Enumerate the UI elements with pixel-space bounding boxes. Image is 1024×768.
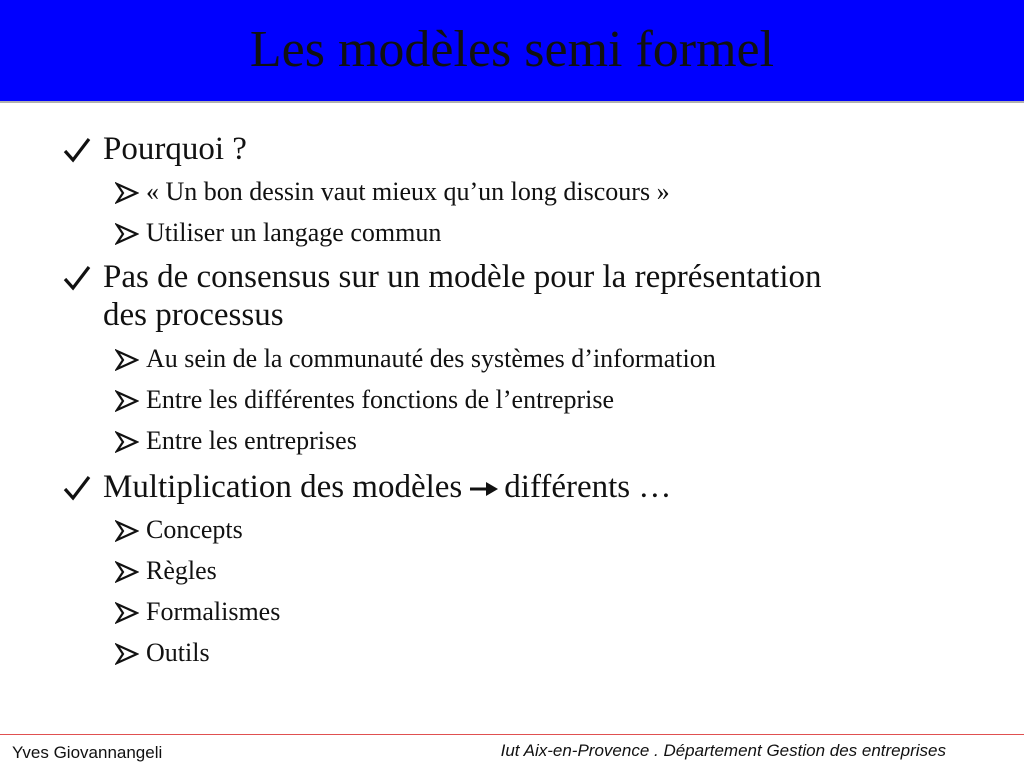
footer-divider	[0, 734, 1024, 735]
footer-author: Yves Giovannangeli	[12, 743, 163, 762]
arrowhead-icon	[115, 643, 139, 665]
bullet-text-before: Multiplication des modèles	[103, 469, 463, 505]
check-mark-icon	[62, 264, 92, 292]
slide-title: Les modèles semi formel	[249, 21, 775, 78]
arrowhead-icon	[115, 223, 139, 245]
right-arrow-icon	[466, 479, 500, 499]
sub-bullet-text: Formalismes	[146, 597, 281, 626]
sub-bullet-text: Entre les entreprises	[146, 426, 357, 455]
arrowhead-icon	[115, 520, 139, 542]
arrowhead-icon	[115, 602, 139, 624]
bullet-text-line-2: des processus	[103, 297, 284, 333]
bullet-text	[103, 468, 671, 506]
arrowhead-icon	[115, 561, 139, 583]
arrowhead-icon	[115, 431, 139, 453]
sub-bullet-text: Entre les différentes fonctions de l’entreprise	[146, 385, 615, 414]
bullet-text-line-1: Pas de consensus sur un modèle pour la représentation	[103, 259, 822, 295]
sub-bullet-text: « Un bon dessin vaut mieux qu’un long discours »	[146, 177, 670, 206]
sub-bullet-text: Outils	[146, 638, 210, 667]
check-mark-icon	[62, 136, 92, 164]
sub-bullet-text: Concepts	[146, 515, 243, 544]
arrowhead-icon	[115, 390, 139, 412]
arrowhead-icon	[115, 349, 139, 371]
sub-bullet-text: Règles	[146, 556, 217, 585]
arrowhead-icon	[115, 182, 139, 204]
footer-institution: Iut Aix-en-Provence . Département Gestion des entreprises	[500, 741, 946, 760]
bullet-text: Pourquoi ?	[103, 131, 247, 167]
bullet-text-after: différents …	[504, 469, 672, 505]
check-mark-icon	[62, 474, 92, 502]
sub-bullet-text: Au sein de la communauté des systèmes d’information	[146, 344, 716, 373]
sub-bullet-text: Utiliser un langage commun	[146, 218, 442, 247]
